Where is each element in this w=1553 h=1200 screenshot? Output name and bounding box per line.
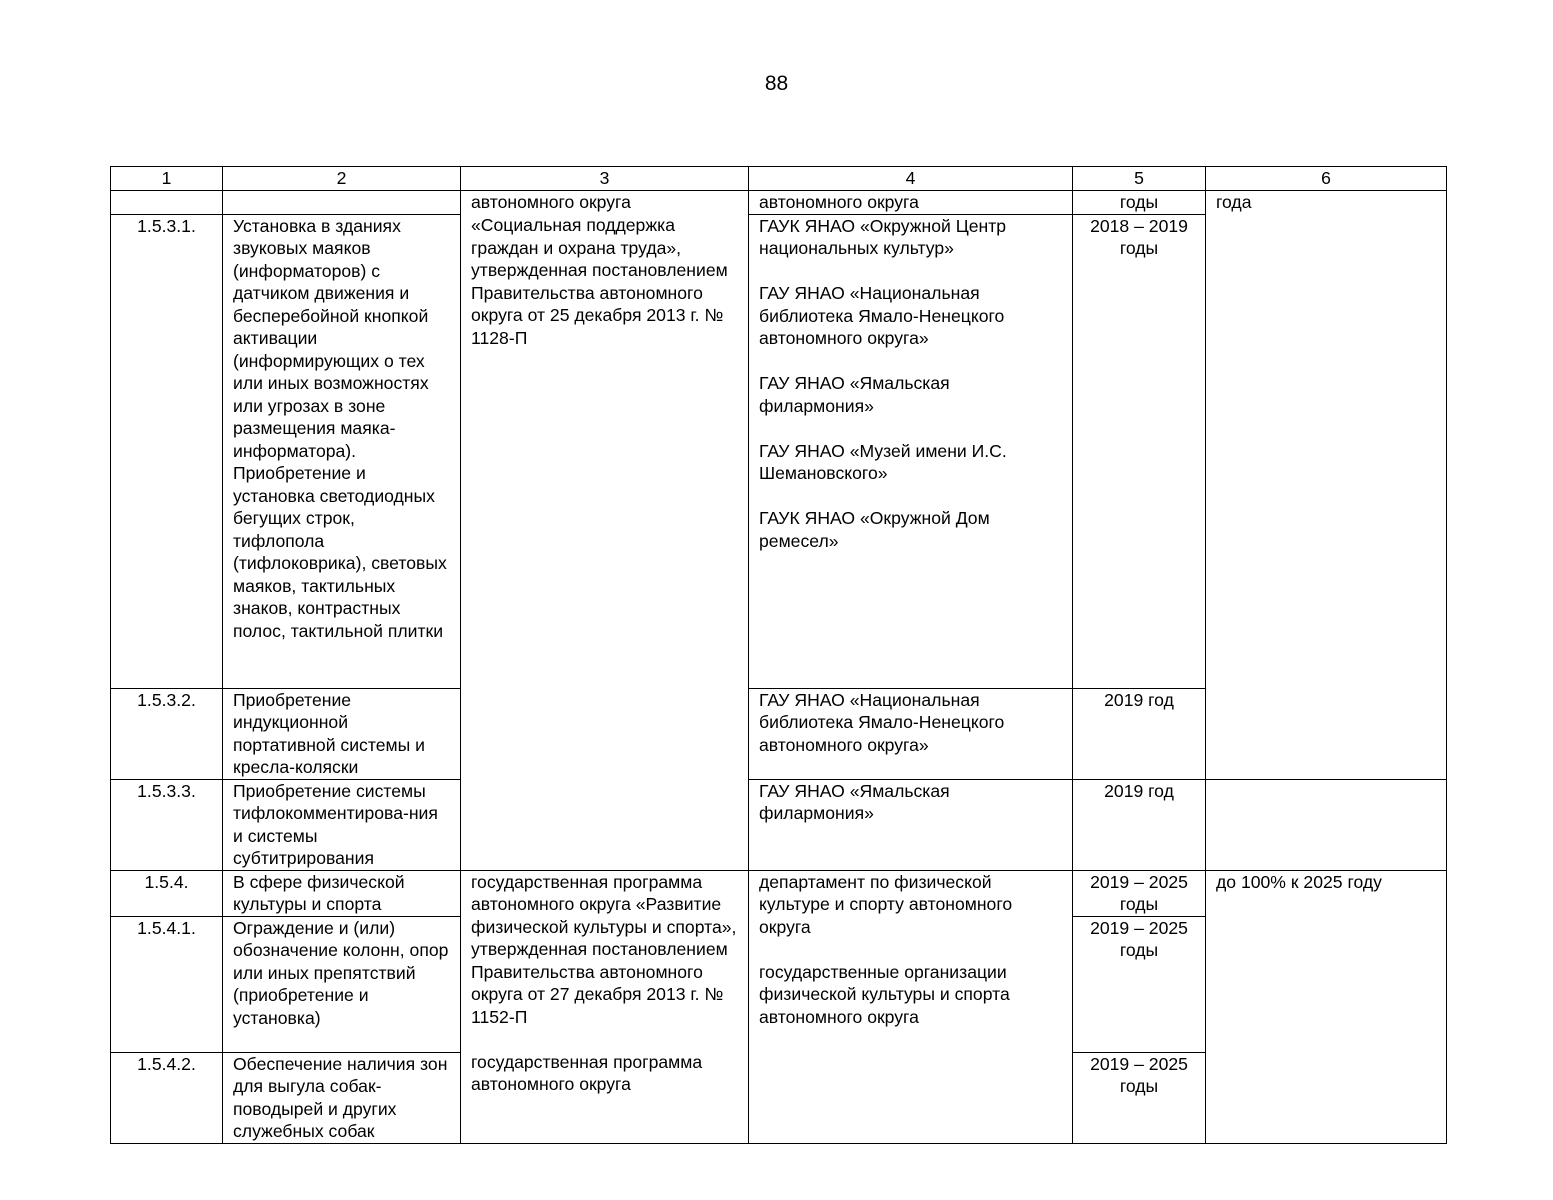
row-number-cell: 1.5.4.2.	[111, 1052, 223, 1143]
executor-cell: ГАУ ЯНАО «Национальная библиотека Ямало-Ненецкого автономного округа»	[749, 688, 1073, 779]
continuation-row	[111, 190, 1447, 214]
table-row	[111, 779, 1447, 870]
name-cell: Ограждение и (или) обозначение колонн, опор или иных препятствий (приобретение и установка)	[223, 916, 461, 1052]
name-cell	[223, 190, 461, 214]
column-header: 4	[749, 167, 1073, 191]
years-cell: 2019 – 2025 годы	[1073, 1052, 1206, 1143]
program-cell: государственная программа автономного округа «Развитие физической культуры и спорта», утвержденная постановлением Правительства автономного округа от 27 декабря 2013 г. № 1152-П государственная программа автономного округа	[461, 870, 749, 1143]
table-row	[111, 870, 1447, 916]
page-number: 88	[764, 72, 789, 95]
years-cell: 2018 – 2019 годы	[1073, 214, 1206, 688]
measures-table	[110, 166, 1447, 1144]
years-cell: годы	[1073, 190, 1206, 214]
executor-cell: автономного округа	[749, 190, 1073, 214]
years-cell: 2019 – 2025 годы	[1073, 870, 1206, 916]
years-cell: 2019 год	[1073, 779, 1206, 870]
row-number-cell: 1.5.3.1.	[111, 214, 223, 688]
name-cell: Приобретение индукционной портативной системы и кресла-коляски	[223, 688, 461, 779]
column-header: 3	[461, 167, 749, 191]
executor-cell: ГАУ ЯНАО «Ямальская филармония»	[749, 779, 1073, 870]
executor-cell: ГАУК ЯНАО «Окружной Центр национальных культур» ГАУ ЯНАО «Национальная библиотека Ямало-Ненецкого автономного округа» ГАУ ЯНАО «Ямальская филармония» ГАУ ЯНАО «Музей имени И.С. Шемановского» ГАУК ЯНАО «Окружной Дом ремесел»	[749, 214, 1073, 688]
result-cell	[1206, 779, 1447, 870]
column-header: 1	[111, 167, 223, 191]
name-cell: Приобретение системы тифлокомментирова-ния и системы субтитрирования	[223, 779, 461, 870]
column-header: 2	[223, 167, 461, 191]
result-cell: года	[1206, 190, 1447, 779]
result-cell: до 100% к 2025 году	[1206, 870, 1447, 1143]
row-number-cell: 1.5.4.	[111, 870, 223, 916]
program-cell: «Социальная поддержка граждан и охрана труда», утвержденная постановлением Правительства автономного округа от 25 декабря 2013 г. № 1128-П	[461, 214, 749, 870]
executor-cell: департамент по физической культуре и спорту автономного округа государственные организации физической культуры и спорта автономного округа	[749, 870, 1073, 1143]
row-number-cell: 1.5.3.2.	[111, 688, 223, 779]
name-cell: Установка в зданиях звуковых маяков (информаторов) с датчиком движения и бесперебойной кнопкой активации (информирующих о тех или иных возможностях или угрозах в зоне размещения маяка-информатора). Приобретение и установка светодиодных бегущих строк, тифлопола (тифлоковрика), световых маяков, тактильных знаков, контрастных полос, тактильной плитки	[223, 214, 461, 688]
years-cell: 2019 – 2025 годы	[1073, 916, 1206, 1052]
program-cell: автономного округа	[461, 190, 749, 214]
column-header: 6	[1206, 167, 1447, 191]
years-cell: 2019 год	[1073, 688, 1206, 779]
row-number-cell: 1.5.3.3.	[111, 779, 223, 870]
row-number-cell: 1.5.4.1.	[111, 916, 223, 1052]
row-number-cell	[111, 190, 223, 214]
name-cell: Обеспечение наличия зон для выгула собак-поводырей и других служебных собак	[223, 1052, 461, 1143]
header-row	[111, 167, 1447, 191]
column-header: 5	[1073, 167, 1206, 191]
name-cell: В сфере физической культуры и спорта	[223, 870, 461, 916]
